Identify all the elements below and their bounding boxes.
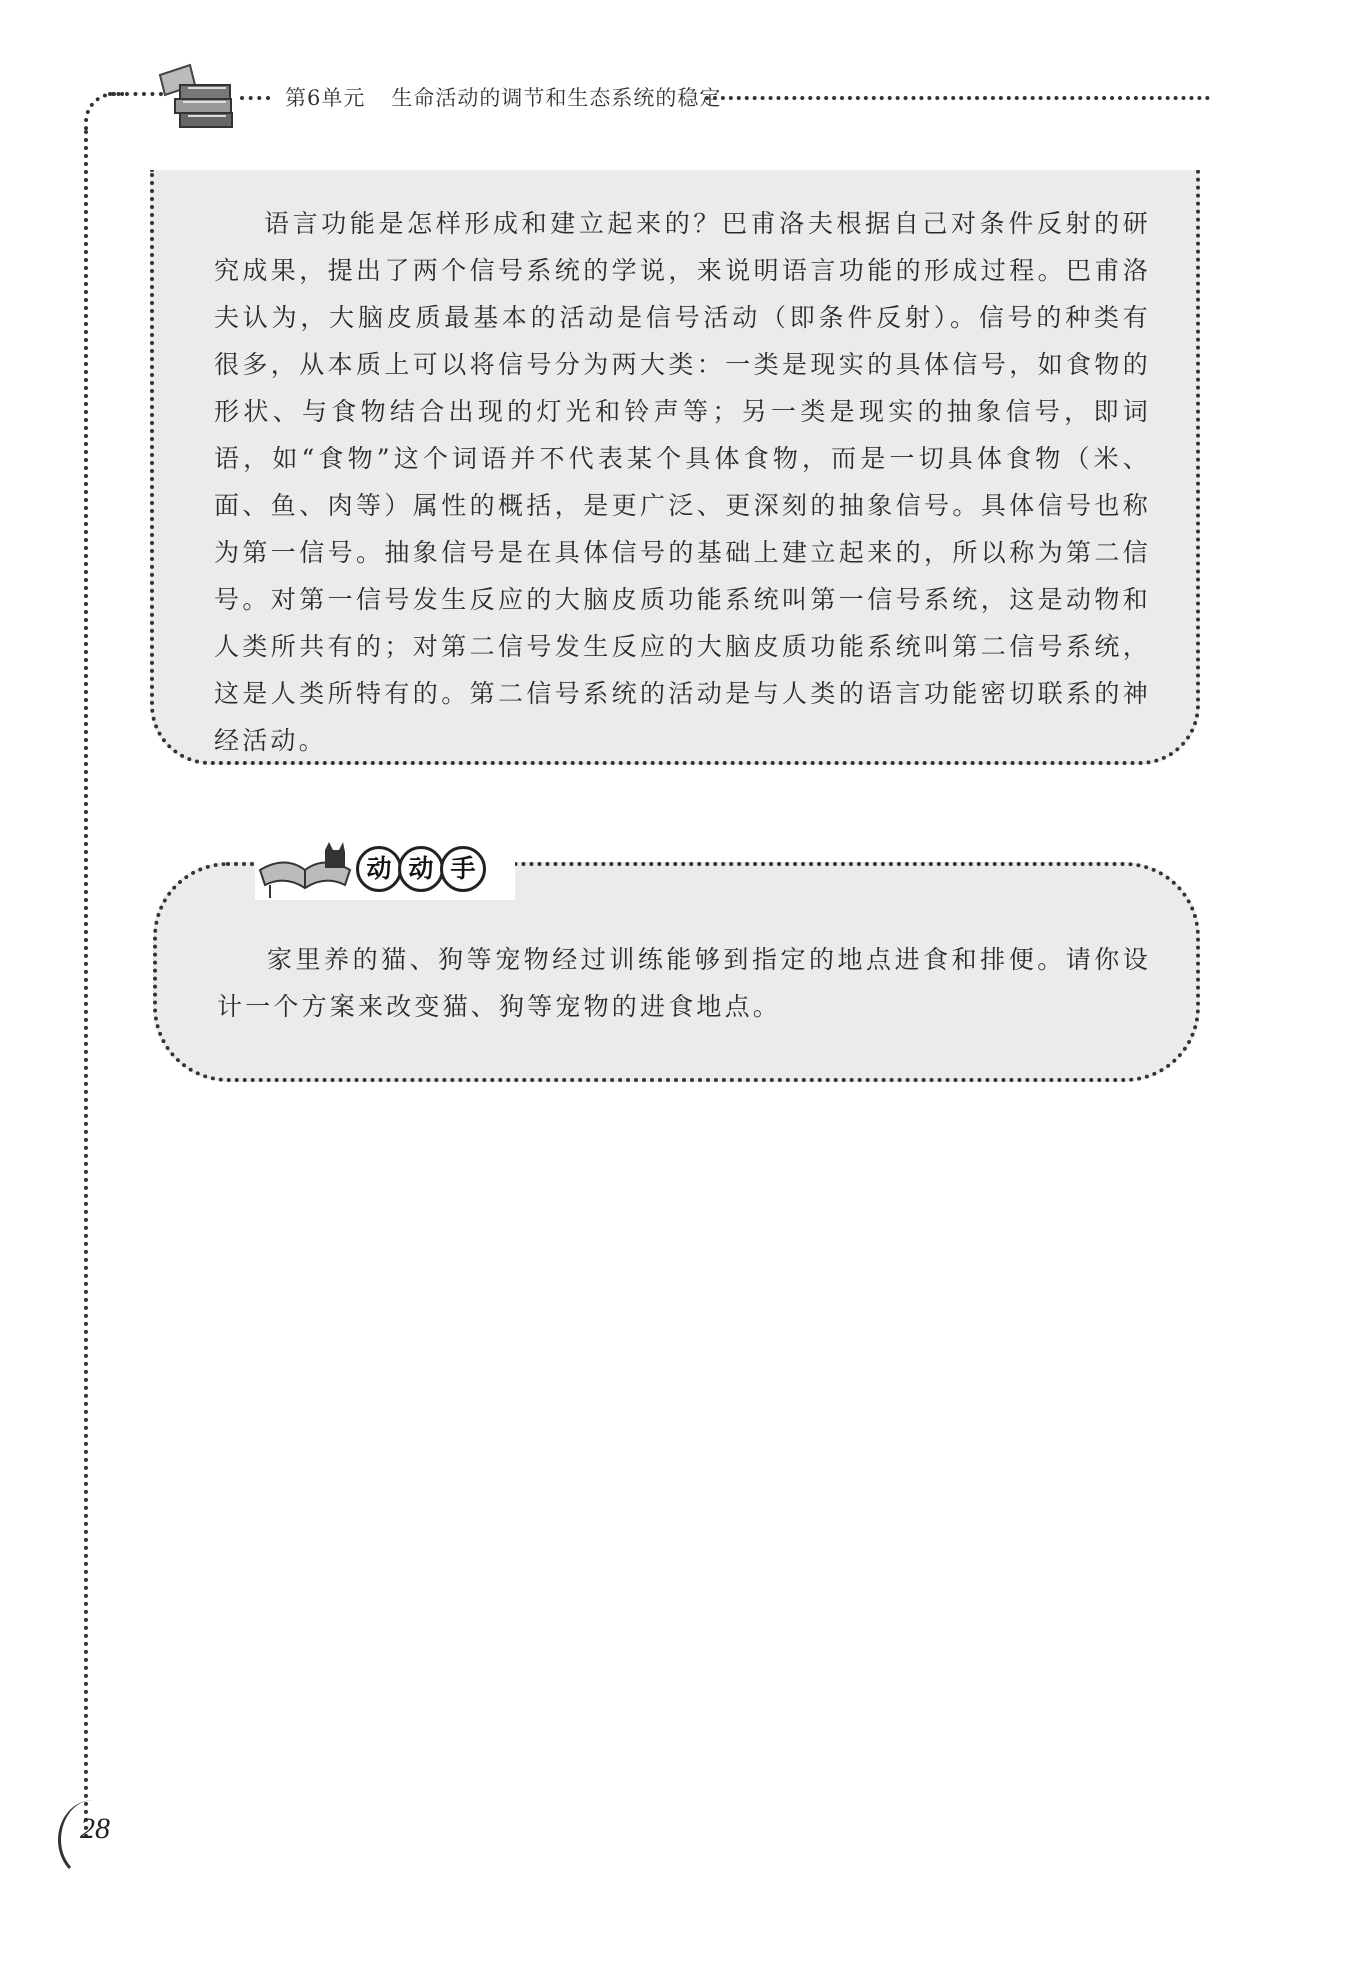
header-title: 生命活动的调节和生态系统的稳定 xyxy=(391,86,722,110)
books-icon xyxy=(150,55,240,135)
header-dotted-rule-right xyxy=(705,96,1210,100)
reading-box xyxy=(150,170,1200,765)
activity-title-char: 动 xyxy=(356,846,402,892)
activity-paragraph: 家里养的猫、狗等宠物经过训练能够到指定的地点进食和排便。请你设计一个方案来改变猫、狗等宠物的进食地点。 xyxy=(217,945,1151,1021)
activity-title-char: 手 xyxy=(440,846,486,892)
header-unit: 第6单元 xyxy=(285,86,366,110)
activity-title-char: 动 xyxy=(398,846,444,892)
running-header xyxy=(285,82,721,112)
reading-paragraph: 语言功能是怎样形成和建立起来的？巴甫洛夫根据自己对条件反射的研究成果，提出了两个信号系统的学说，来说明语言功能的形成过程。巴甫洛夫认为，大脑皮质最基本的活动是信号活动（即条件反射）。信号的种类有很多，从本质上可以将信号分为两大类：一类是现实的具体信号，如食物的形状、与食物结合出现的灯光和铃声等；另一类是现实的抽象信号，即词语，如“食物”这个词语并不代表某个具体食物，而是一切具体食物（米、面、鱼、肉等）属性的概括，是更广泛、更深刻的抽象信号。具体信号也称为第一信号。抽象信号是在具体信号的基础上建立起来的，所以称为第二信号。对第一信号发生反应的大脑皮质功能系统叫第一信号系统，这是动物和人类所共有的；对第二信号发生反应的大脑皮质功能系统叫第二信号系统，这是人类所特有的。第二信号系统的活动是与人类的语言功能密切联系的神经活动。 xyxy=(214,209,1151,755)
page-number: 28 xyxy=(80,1812,110,1845)
activity-title xyxy=(356,846,482,892)
header-dotted-rule-small xyxy=(240,96,270,100)
header-corner-decoration xyxy=(84,92,124,132)
book-with-cat-icon xyxy=(255,830,355,900)
margin-dotted-line xyxy=(84,130,88,1840)
